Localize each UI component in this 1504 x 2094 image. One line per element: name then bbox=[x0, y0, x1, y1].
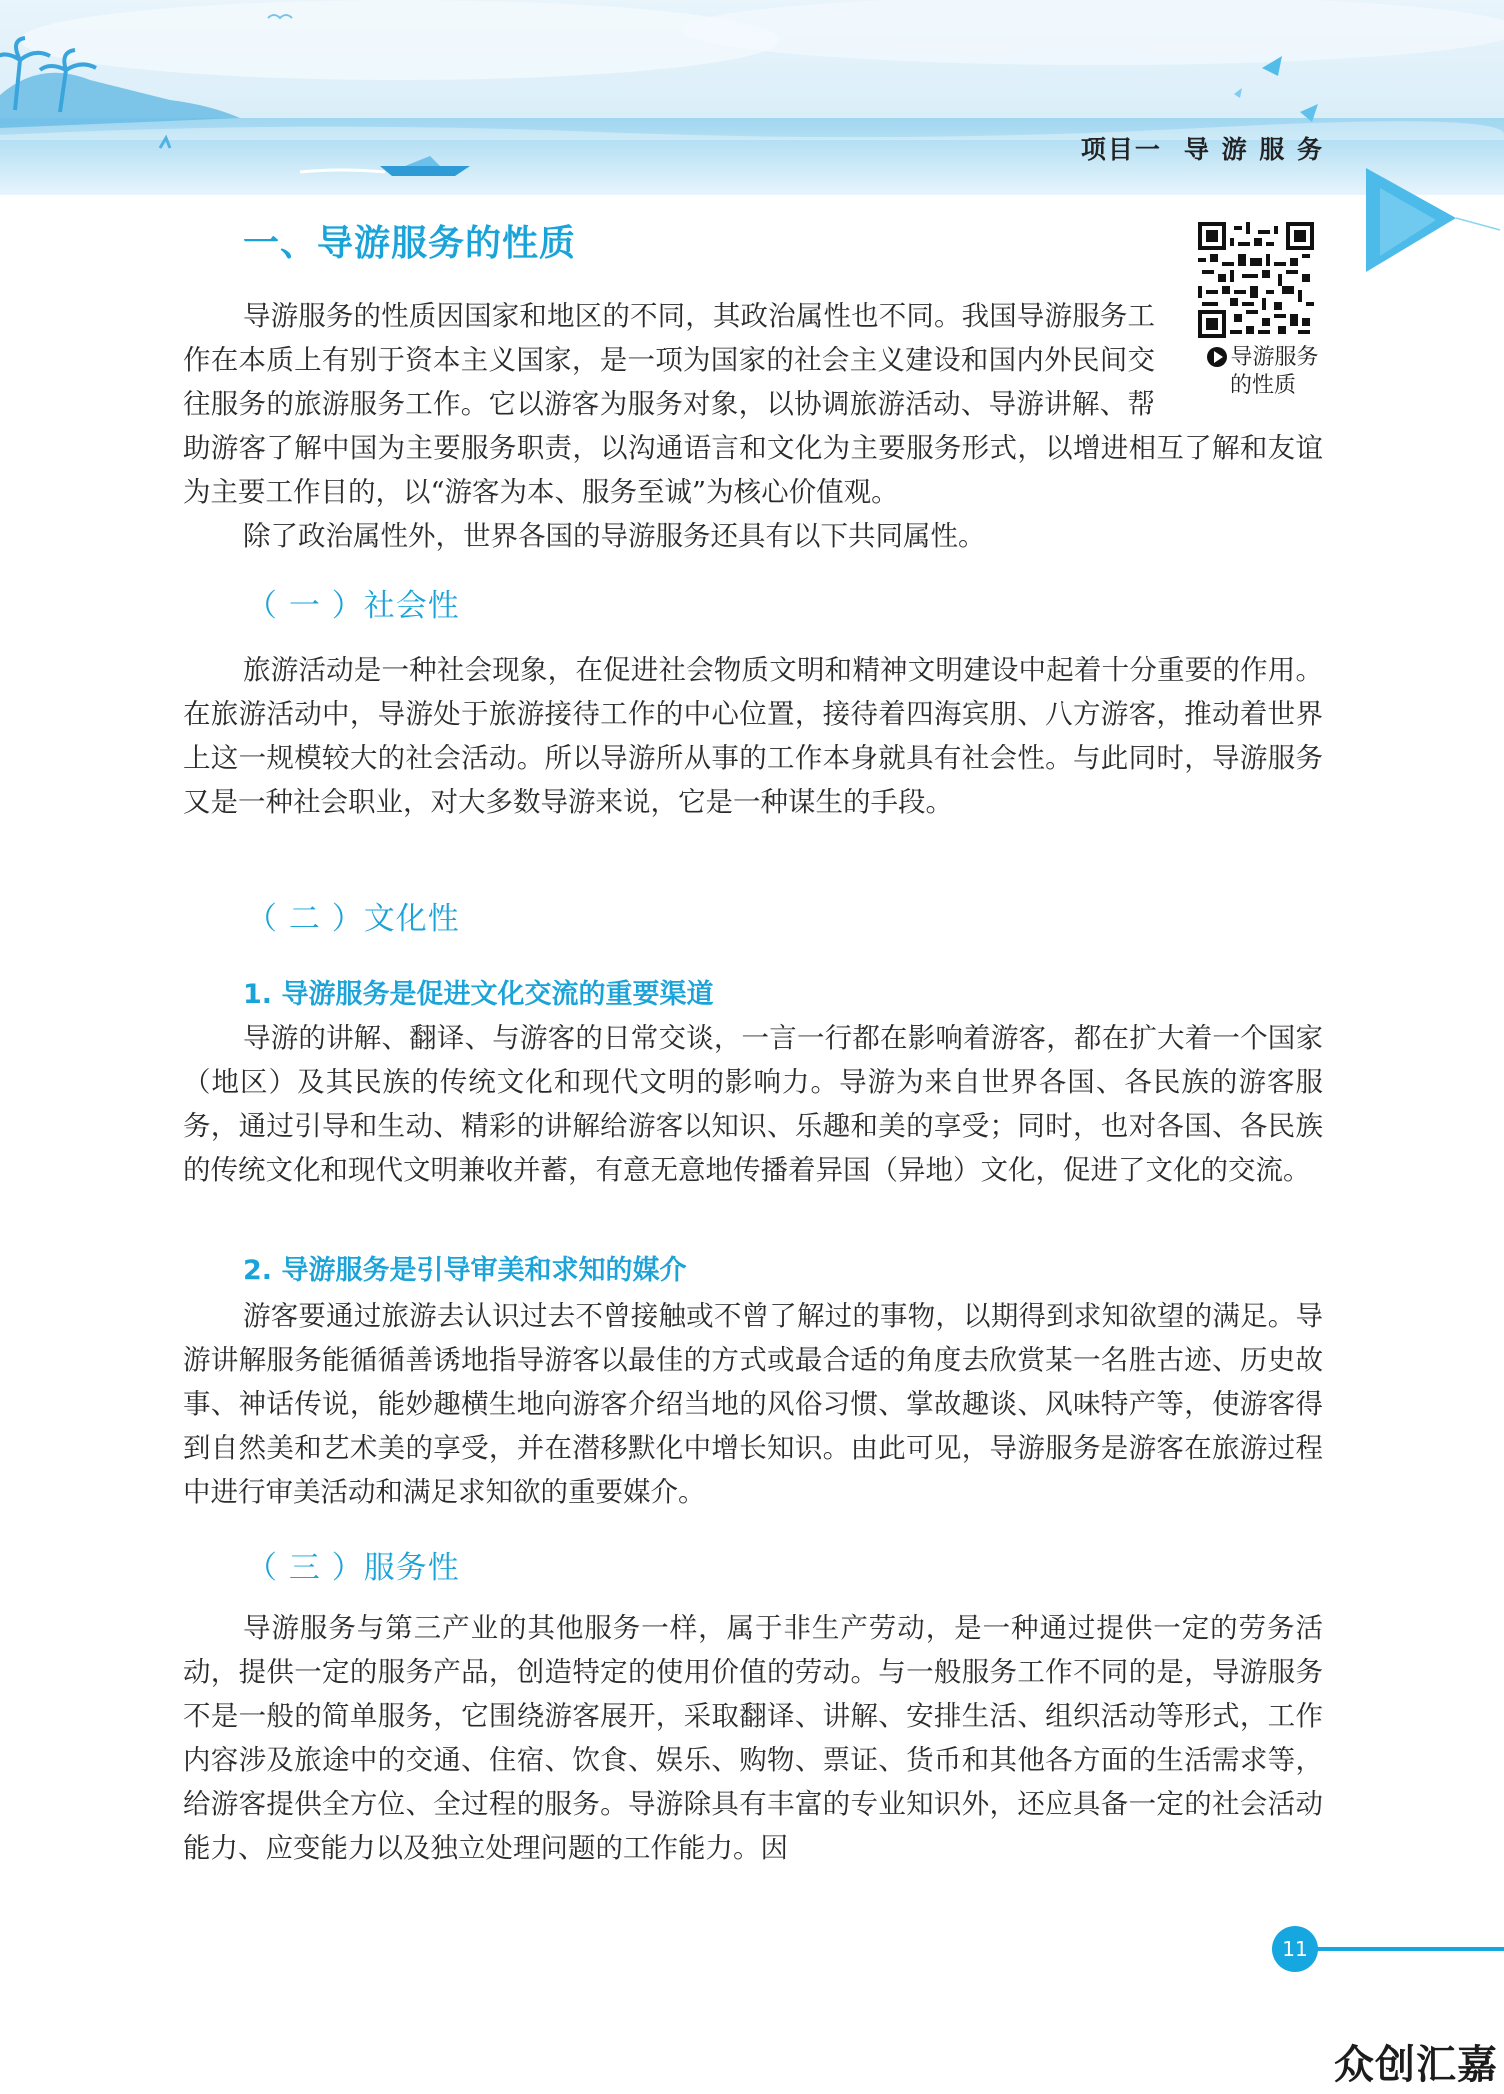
qr-caption-line2: 的性质 bbox=[1229, 373, 1296, 398]
paragraph-service: 导游服务与第三产业的其他服务一样，属于非生产劳动，是一种通过提供一定的劳务活动，提供一定的服务产品，创造特定的使用价值的劳动。与一般服务工作不同的是，导游服务不是一般的简单服务，它围绕游客展开，采取翻译、讲解、安排生活、组织活动等形式，工作内容涉及旅途中的交通、住宿、饮食、娱乐、购物、票证、货币和其他各方面的生活需求等，给游客提供全方位、全过程的服务。导游除具有丰富的专业知识外，还应具备一定的社会活动能力、应变能力以及独立处理问题的工作能力。因 bbox=[183, 1612, 1323, 1864]
project-label: 项目一 bbox=[1080, 135, 1162, 164]
subsection-title-service: （ 三 ）服务性 bbox=[246, 1550, 460, 1586]
paragraph-culture-2: 游客要通过旅游去认识过去不曾接触或不曾了解过的事物，以期得到求知欲望的满足。导游讲解服务能循循善诱地指导游客以最佳的方式或最合适的角度去欣赏某一名胜古迹、历史故事、神话传说，能妙趣横生地向游客介绍当地的风俗习惯、掌故趣谈、风味特产等，使游客得到自然美和艺术美的享受，并在潜移默化中增长知识。由此可见，导游服务是游客在旅游过程中进行审美活动和满足求知欲的重要媒介。 bbox=[183, 1300, 1323, 1508]
chapter-title: 导 游 服 务 bbox=[1183, 135, 1324, 164]
section-title: 一、导游服务的性质 bbox=[243, 223, 577, 264]
watermark-logo: 众创汇嘉 bbox=[1334, 2042, 1498, 2088]
numbered-title-2: 2. 导游服务是引导审美和求知的媒介 bbox=[243, 1255, 687, 1286]
qr-text-wrap-spacer bbox=[1155, 294, 1323, 404]
page-number-line bbox=[1312, 1947, 1504, 1951]
header-banner bbox=[0, 0, 1504, 195]
paragraph-common: 除了政治属性外，世界各国的导游服务还具有以下共同属性。 bbox=[243, 520, 986, 552]
subsection-title-social: （ 一 ）社会性 bbox=[246, 588, 460, 624]
paragraph-culture-1: 导游的讲解、翻译、与游客的日常交谈，一言一行都在影响着游客，都在扩大着一个国家（地区）及其民族的传统文化和现代文明的影响力。导游为来自世界各国、各民族的游客服务，通过引导和生动、精彩的讲解给游客以知识、乐趣和美的享受；同时，也对各国、各民族的传统文化和现代文明兼收并蓄，有意无意地传播着异国（异地）文化，促进了文化的交流。 bbox=[183, 1022, 1323, 1186]
decorative-triangle bbox=[1360, 160, 1504, 280]
page-number: 11 bbox=[1272, 1926, 1318, 1972]
qr-caption-line1: 导游服务 bbox=[1230, 345, 1319, 370]
subsection-title-culture: （ 二 ）文化性 bbox=[246, 901, 460, 937]
paragraph-intro-text: 导游服务的性质因国家和地区的不同，其政治属性也不同。我国导游服务工作在本质上有别于资本主义国家，是一项为国家的社会主义建设和国内外民间交往服务的旅游服务工作。它以游客为服务对象，以协调旅游活动、导游讲解、帮助游客了解中国为主要服务职责，以沟通语言和文化为主要服务形式，以增进相互了解和友谊为主要工作目的，以“游客为本、服务至诚”为核心价值观。 bbox=[183, 300, 1323, 508]
paragraph-intro bbox=[183, 294, 1323, 514]
chapter-header bbox=[1081, 130, 1324, 166]
paragraph-social: 旅游活动是一种社会现象，在促进社会物质文明和精神文明建设中起着十分重要的作用。在旅游活动中，导游处于旅游接待工作的中心位置，接待着四海宾朋、八方游客，推动着世界上这一规模较大的社会活动。所以导游所从事的工作本身就具有社会性。与此同时，导游服务又是一种社会职业，对大多数导游来说，它是一种谋生的手段。 bbox=[183, 654, 1323, 818]
numbered-title-1: 1. 导游服务是促进文化交流的重要渠道 bbox=[243, 979, 714, 1010]
